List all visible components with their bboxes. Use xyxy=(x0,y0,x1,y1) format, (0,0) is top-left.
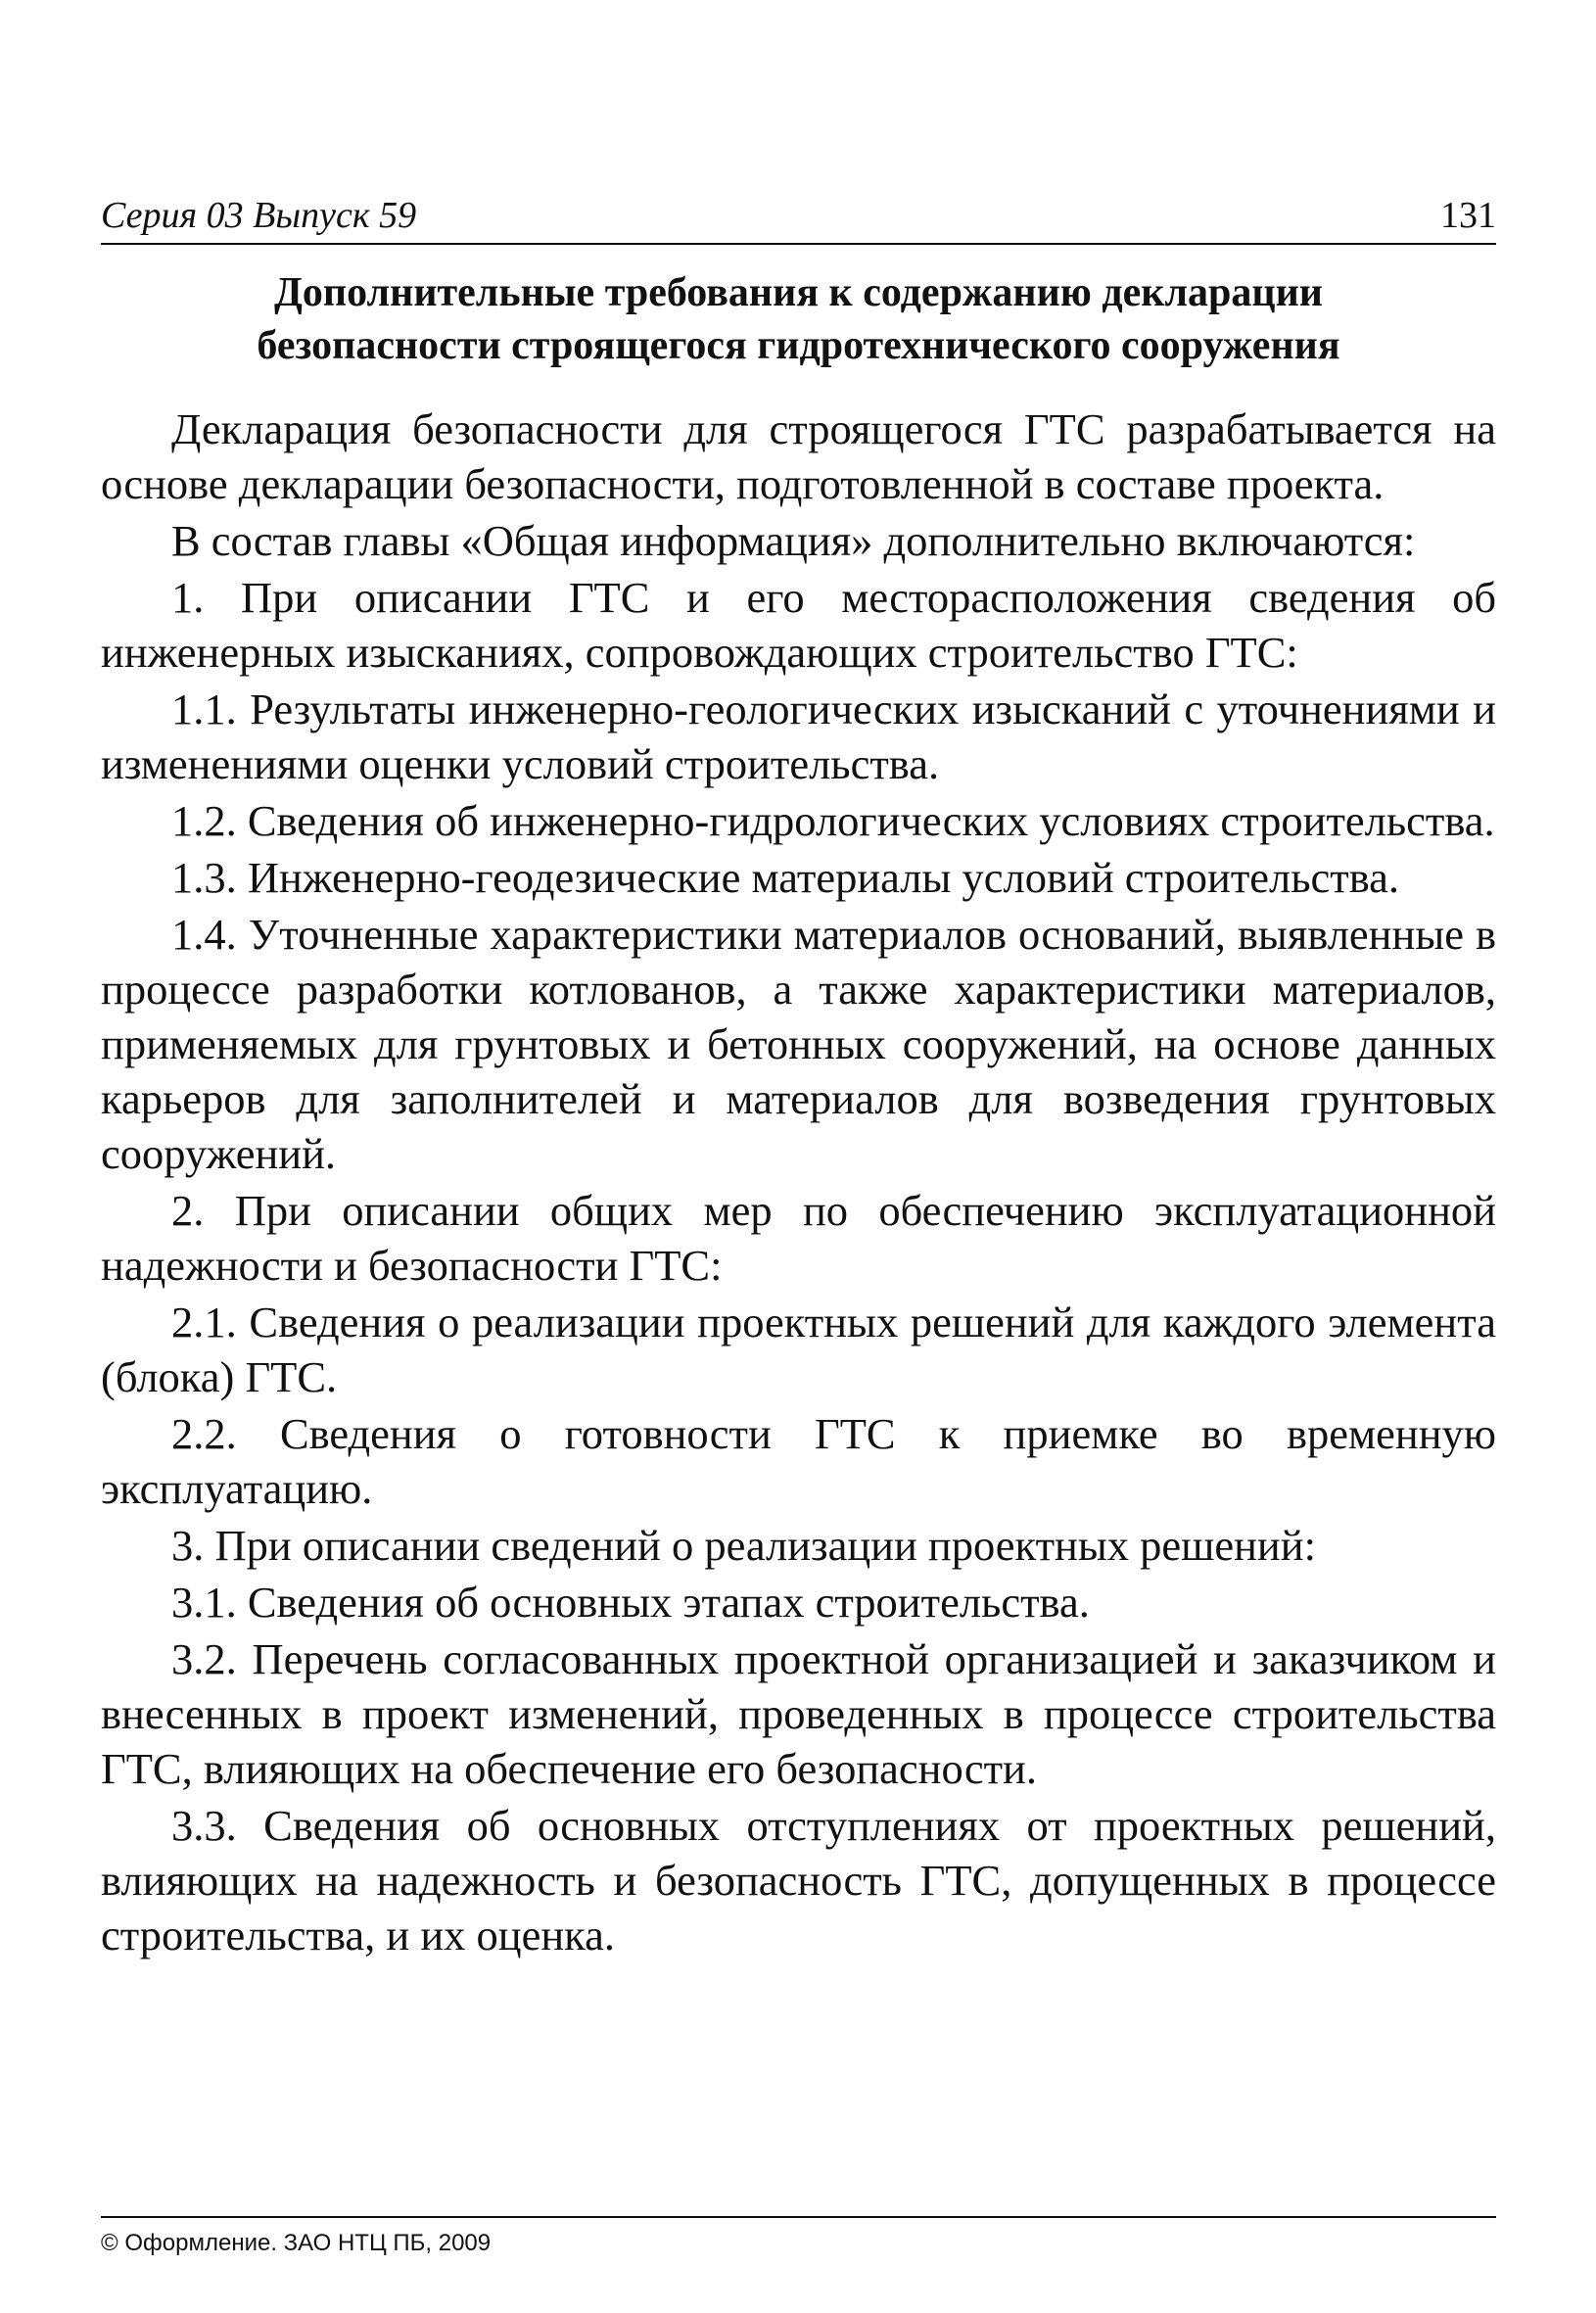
page-number: 131 xyxy=(1440,195,1496,236)
paragraph-intro: Декларация безопасности для строящегося ГТС разрабатывается на основе декларации безопасности, подготовленной в составе проекта. xyxy=(101,404,1496,508)
paragraph-item-3-1: 3.1. Сведения об основных этапах строительства. xyxy=(171,1578,1090,1627)
paragraph-item-1: 1. При описании ГТС и его месторасположения сведения об инженерных изысканиях, сопровождающих строительство ГТС: xyxy=(101,573,1496,677)
running-header xyxy=(101,192,1496,245)
paragraph-item-2: 2. При описании общих мер по обеспечению эксплуатационной надежности и безопасности ГТС: xyxy=(101,1186,1496,1290)
paragraph-item-1-1: 1.1. Результаты инженерно-геологических изысканий с уточнениями и изменениями оценки условий строительства. xyxy=(101,684,1496,788)
paragraph-general-info: В состав главы «Общая информация» дополнительно включаются: xyxy=(171,516,1416,565)
paragraph-item-1-3: 1.3. Инженерно-геодезические материалы условий строительства. xyxy=(171,853,1400,902)
footer-divider xyxy=(101,2216,1496,2218)
section-title xyxy=(101,266,1496,372)
paragraph-item-2-2: 2.2. Сведения о готовности ГТС к приемке во временную эксплуатацию. xyxy=(101,1409,1496,1513)
paragraph-item-3-3: 3.3. Сведения об основных отступлениях от проектных решений, влияющих на надежность и безопасность ГТС, допущенных в процессе строительства, и их оценка. xyxy=(101,1801,1496,1959)
section-title-line-2: безопасности строящегося гидротехнического сооружения xyxy=(257,323,1340,368)
paragraph-item-2-1: 2.1. Сведения о реализации проектных решений для каждого элемента (блока) ГТС. xyxy=(101,1298,1496,1401)
paragraph-item-3-2: 3.2. Перечень согласованных проектной организацией и заказчиком и внесенных в проект изменений, проведенных в процессе строительства ГТС, влияющих на обеспечение его безопасности. xyxy=(101,1634,1496,1793)
copyright-footer: © Оформление. ЗАО НТЦ ПБ, 2009 xyxy=(101,2230,492,2256)
paragraph-item-3: 3. При описании сведений о реализации проектных решений: xyxy=(171,1521,1316,1570)
series-label: Серия 03 Выпуск 59 xyxy=(101,195,417,236)
body-text xyxy=(101,401,1496,1964)
paragraph-item-1-2: 1.2. Сведения об инженерно-гидрологических условиях строительства. xyxy=(171,796,1495,845)
section-title-line-1: Дополнительные требования к содержанию декларации xyxy=(274,270,1323,315)
paragraph-item-1-4: 1.4. Уточненные характеристики материалов оснований, выявленные в процессе разработки котлованов, а также характеристики материалов, применяемых для грунтовых и бетонных сооружений, на основе данных карьеров для заполнителей и материалов для возведения грунтовых сооружений. xyxy=(101,910,1496,1178)
